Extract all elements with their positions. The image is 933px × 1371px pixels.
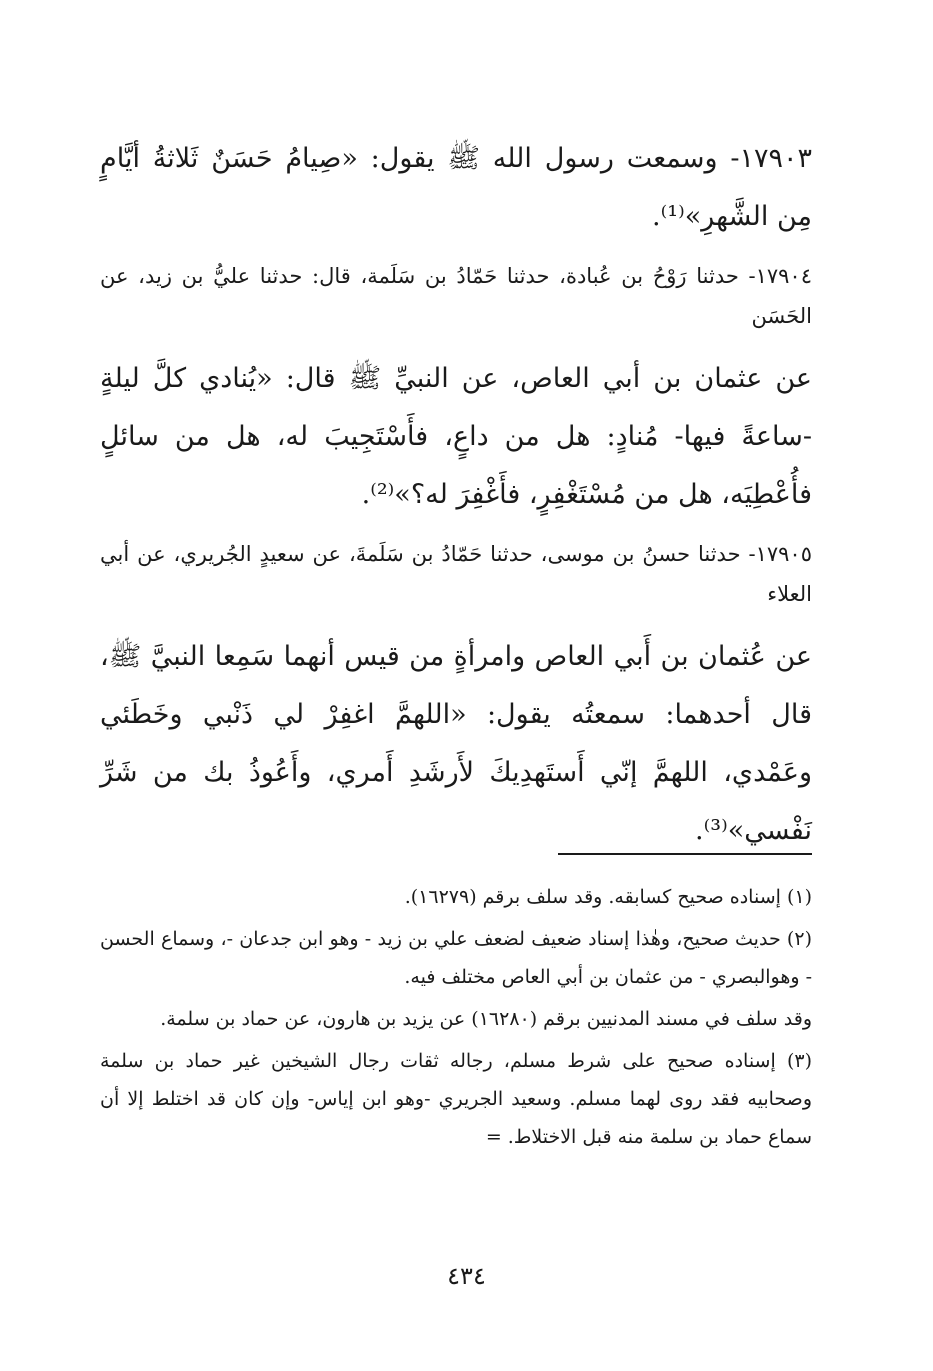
hadith-17904-matn: عن عثمان بن أبي العاص، عن النبيِّ ﷺ قال: «يُنادي كلَّ ليلةٍ -ساعةً فيها- مُنادٍ: هل من داعٍ، فأَسْتَجِيبَ له، هل من سائلٍ فأُعْطِيَه، هل من مُسْتَغْفِرٍ، فأَغْفِرَ له؟»⁽²⁾. <box>100 363 812 510</box>
footnote-1: (١) إسناده صحيح كسابقه. وقد سلف برقم (١٦٢٧٩). <box>404 886 812 908</box>
footnote-divider <box>558 853 812 855</box>
footnotes <box>100 878 812 1160</box>
hadith-17905-isnad: ١٧٩٠٥- حدثنا حسنُ بن موسى، حدثنا حَمّادُ بن سَلَمةَ، عن سعيدٍ الجُريري، عن أبي العلاء <box>100 542 812 606</box>
hadith-17904-isnad: ١٧٩٠٤- حدثنا رَوْحُ بن عُبادة، حدثنا حَمّادُ بن سَلَمة، قال: حدثنا عليُّ بن زيد، عن الحَسَن <box>100 264 812 328</box>
hadith-17903: ١٧٩٠٣- وسمعت رسول الله ﷺ يقول: «صِيامُ حَسَنٌ ثَلاثةُ أيَّامٍ مِن الشَّهرِ»⁽¹⁾. <box>100 143 812 232</box>
footnote-3: (٣) إسناده صحيح على شرط مسلم، رجاله ثقات رجال الشيخين غير حماد بن سلمة وصحابيه فقد روى لهما مسلم. وسعيد الجريري -وهو ابن إياس- وإن كان قد اختلط إلا أن سماع حماد بن سلمة منه قبل الاختلاط. = <box>100 1050 812 1148</box>
footnote-2-continued: وقد سلف في مسند المدنيين برقم (١٦٢٨٠) عن يزيد بن هارون، عن حماد بن سلمة. <box>160 1008 812 1030</box>
hadith-17905-matn: عن عُثمان بن أَبي العاص وامرأةٍ من قيس أنهما سَمِعا النبيَّ ﷺ، قال أحدهما: سمعتُه يقول: «اللهمَّ اغفِرْ لي ذَنْبي وخَطَئي وعَمْدي، اللهمَّ إنّي أَستَهدِيكَ لأَرشَدِ أَمري، وأَعُوذُ بك من شَرِّ نَفْسي»⁽³⁾. <box>100 641 812 846</box>
main-text <box>100 130 812 870</box>
page-number: ٤٣٤ <box>447 1262 486 1290</box>
footnote-2: (٢) حديث صحيح، وهٰذا إسناد ضعيف لضعف علي بن زيد - وهو ابن جدعان -، وسماع الحسن - وهوالبصري - من عثمان بن أبي العاص مختلف فيه. <box>100 928 812 988</box>
